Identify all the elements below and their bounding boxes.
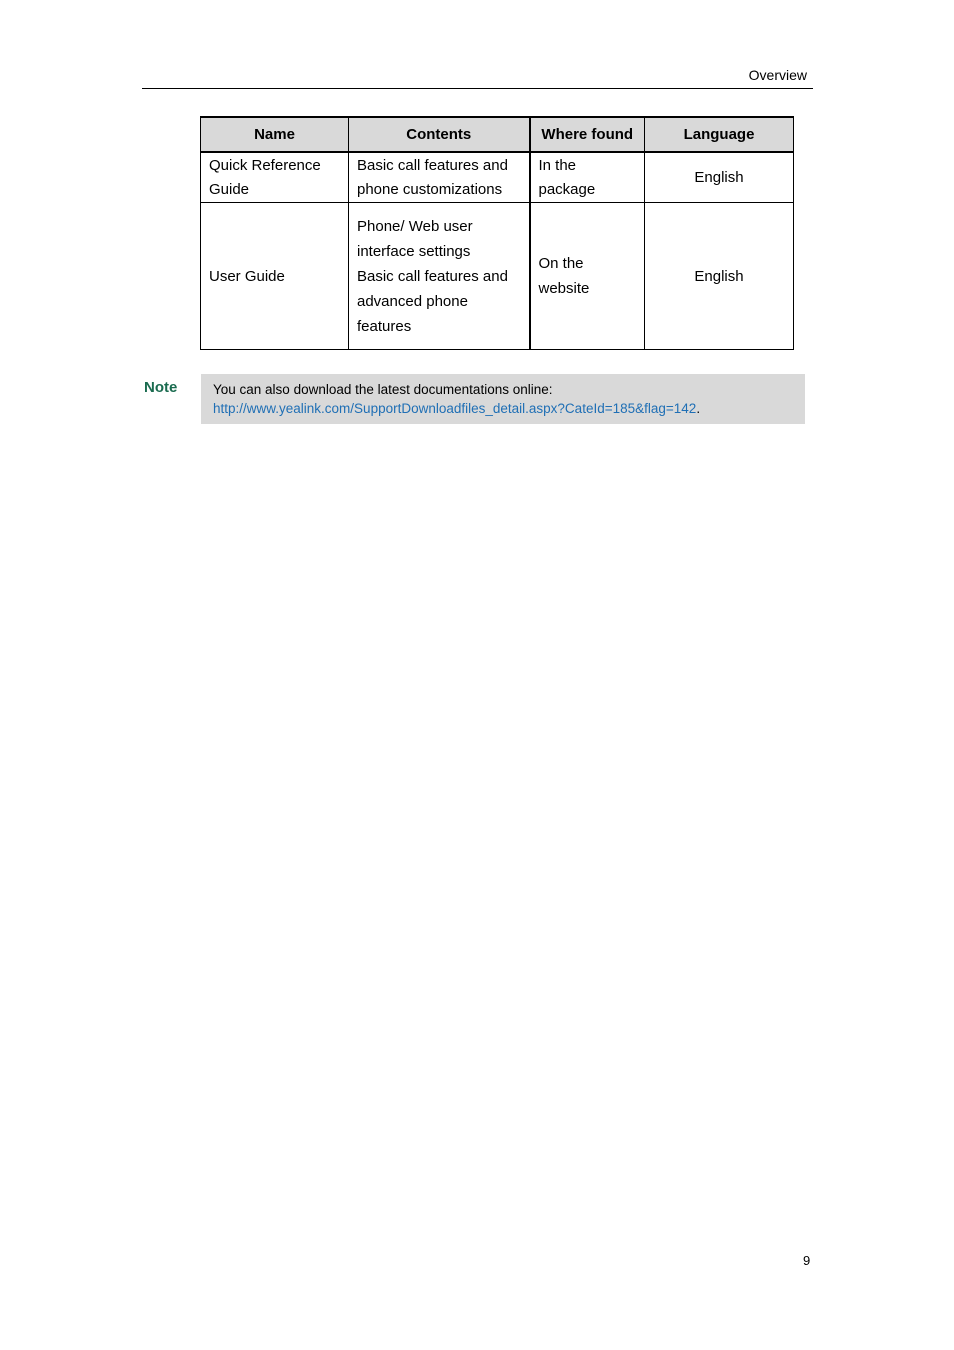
table-header-row xyxy=(201,117,794,152)
cell-where-found xyxy=(530,152,645,203)
cell-line: package xyxy=(538,180,596,198)
cell-contents xyxy=(349,203,530,350)
column-header-name: Name xyxy=(201,117,349,152)
cell-line: phone customizations xyxy=(357,180,503,198)
page-number: 9 xyxy=(803,1253,811,1268)
cell-line: interface settings xyxy=(357,242,471,260)
cell-where-found xyxy=(530,203,645,350)
cell-language: English xyxy=(645,203,794,350)
cell-line: Quick Reference xyxy=(209,156,321,174)
cell-line: Basic call features and xyxy=(357,156,508,174)
cell-line: Guide xyxy=(209,180,250,198)
note-link-line xyxy=(213,399,793,418)
note-trailing-period: . xyxy=(696,401,701,416)
note-text: You can also download the latest documentations online: xyxy=(213,382,553,397)
column-header-where-found: Where found xyxy=(530,117,645,152)
cell-contents xyxy=(349,152,530,203)
cell-line: In the xyxy=(538,156,577,174)
cell-line: On the xyxy=(538,255,584,272)
cell-language: English xyxy=(645,152,794,203)
column-header-contents: Contents xyxy=(349,117,530,152)
table-row xyxy=(201,152,794,203)
cell-name xyxy=(201,152,349,203)
cell-line: Phone/ Web user xyxy=(357,217,473,235)
cell-line: website xyxy=(538,280,590,297)
note-box xyxy=(201,374,805,424)
cell-name xyxy=(201,203,349,350)
cell-line: features xyxy=(357,317,412,335)
column-header-language: Language xyxy=(645,117,794,152)
header-rule xyxy=(142,88,813,89)
download-link[interactable]: http://www.yealink.com/SupportDownloadfiles_detail.aspx?CateId=185&flag=142 xyxy=(213,401,697,416)
cell-line: User Guide xyxy=(209,267,285,285)
cell-line: Basic call features and xyxy=(357,267,508,285)
note-label: Note xyxy=(144,379,178,396)
section-title: Overview xyxy=(748,67,807,83)
cell-line: advanced phone xyxy=(357,292,468,310)
table-row xyxy=(201,203,794,350)
documents-table xyxy=(200,116,794,350)
